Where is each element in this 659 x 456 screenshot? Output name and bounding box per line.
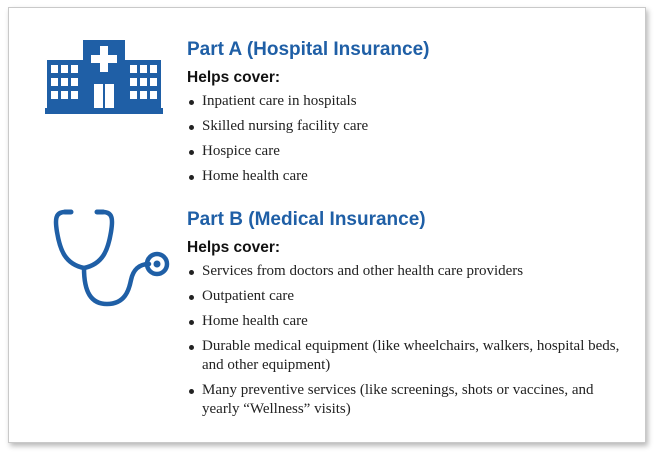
part-a-title: Part A (Hospital Insurance) (187, 39, 430, 60)
list-item: Home health care (187, 312, 627, 331)
list-item: Skilled nursing facility care (187, 117, 627, 136)
coverage-panel (8, 7, 646, 443)
list-item: Hospice care (187, 142, 627, 161)
part-a-section (187, 38, 627, 192)
part-b-title: Part B (Medical Insurance) (187, 209, 426, 230)
list-item: Services from doctors and other health care providers (187, 262, 627, 281)
part-b-section (187, 208, 627, 425)
list-item: Inpatient care in hospitals (187, 92, 627, 111)
part-a-list (187, 92, 627, 186)
part-a-helps-cover: Helps cover: (187, 69, 281, 86)
stethoscope-icon (53, 206, 173, 310)
list-item: Outpatient care (187, 287, 627, 306)
list-item: Durable medical equipment (like wheelchairs, walkers, hospital beds, and other equipment) (187, 337, 627, 375)
list-item: Home health care (187, 167, 627, 186)
hospital-icon (45, 40, 163, 114)
list-item: Many preventive services (like screenings, shots or vaccines, and yearly “Wellness” visits) (187, 381, 627, 419)
part-b-list (187, 262, 627, 419)
part-b-helps-cover: Helps cover: (187, 239, 281, 256)
